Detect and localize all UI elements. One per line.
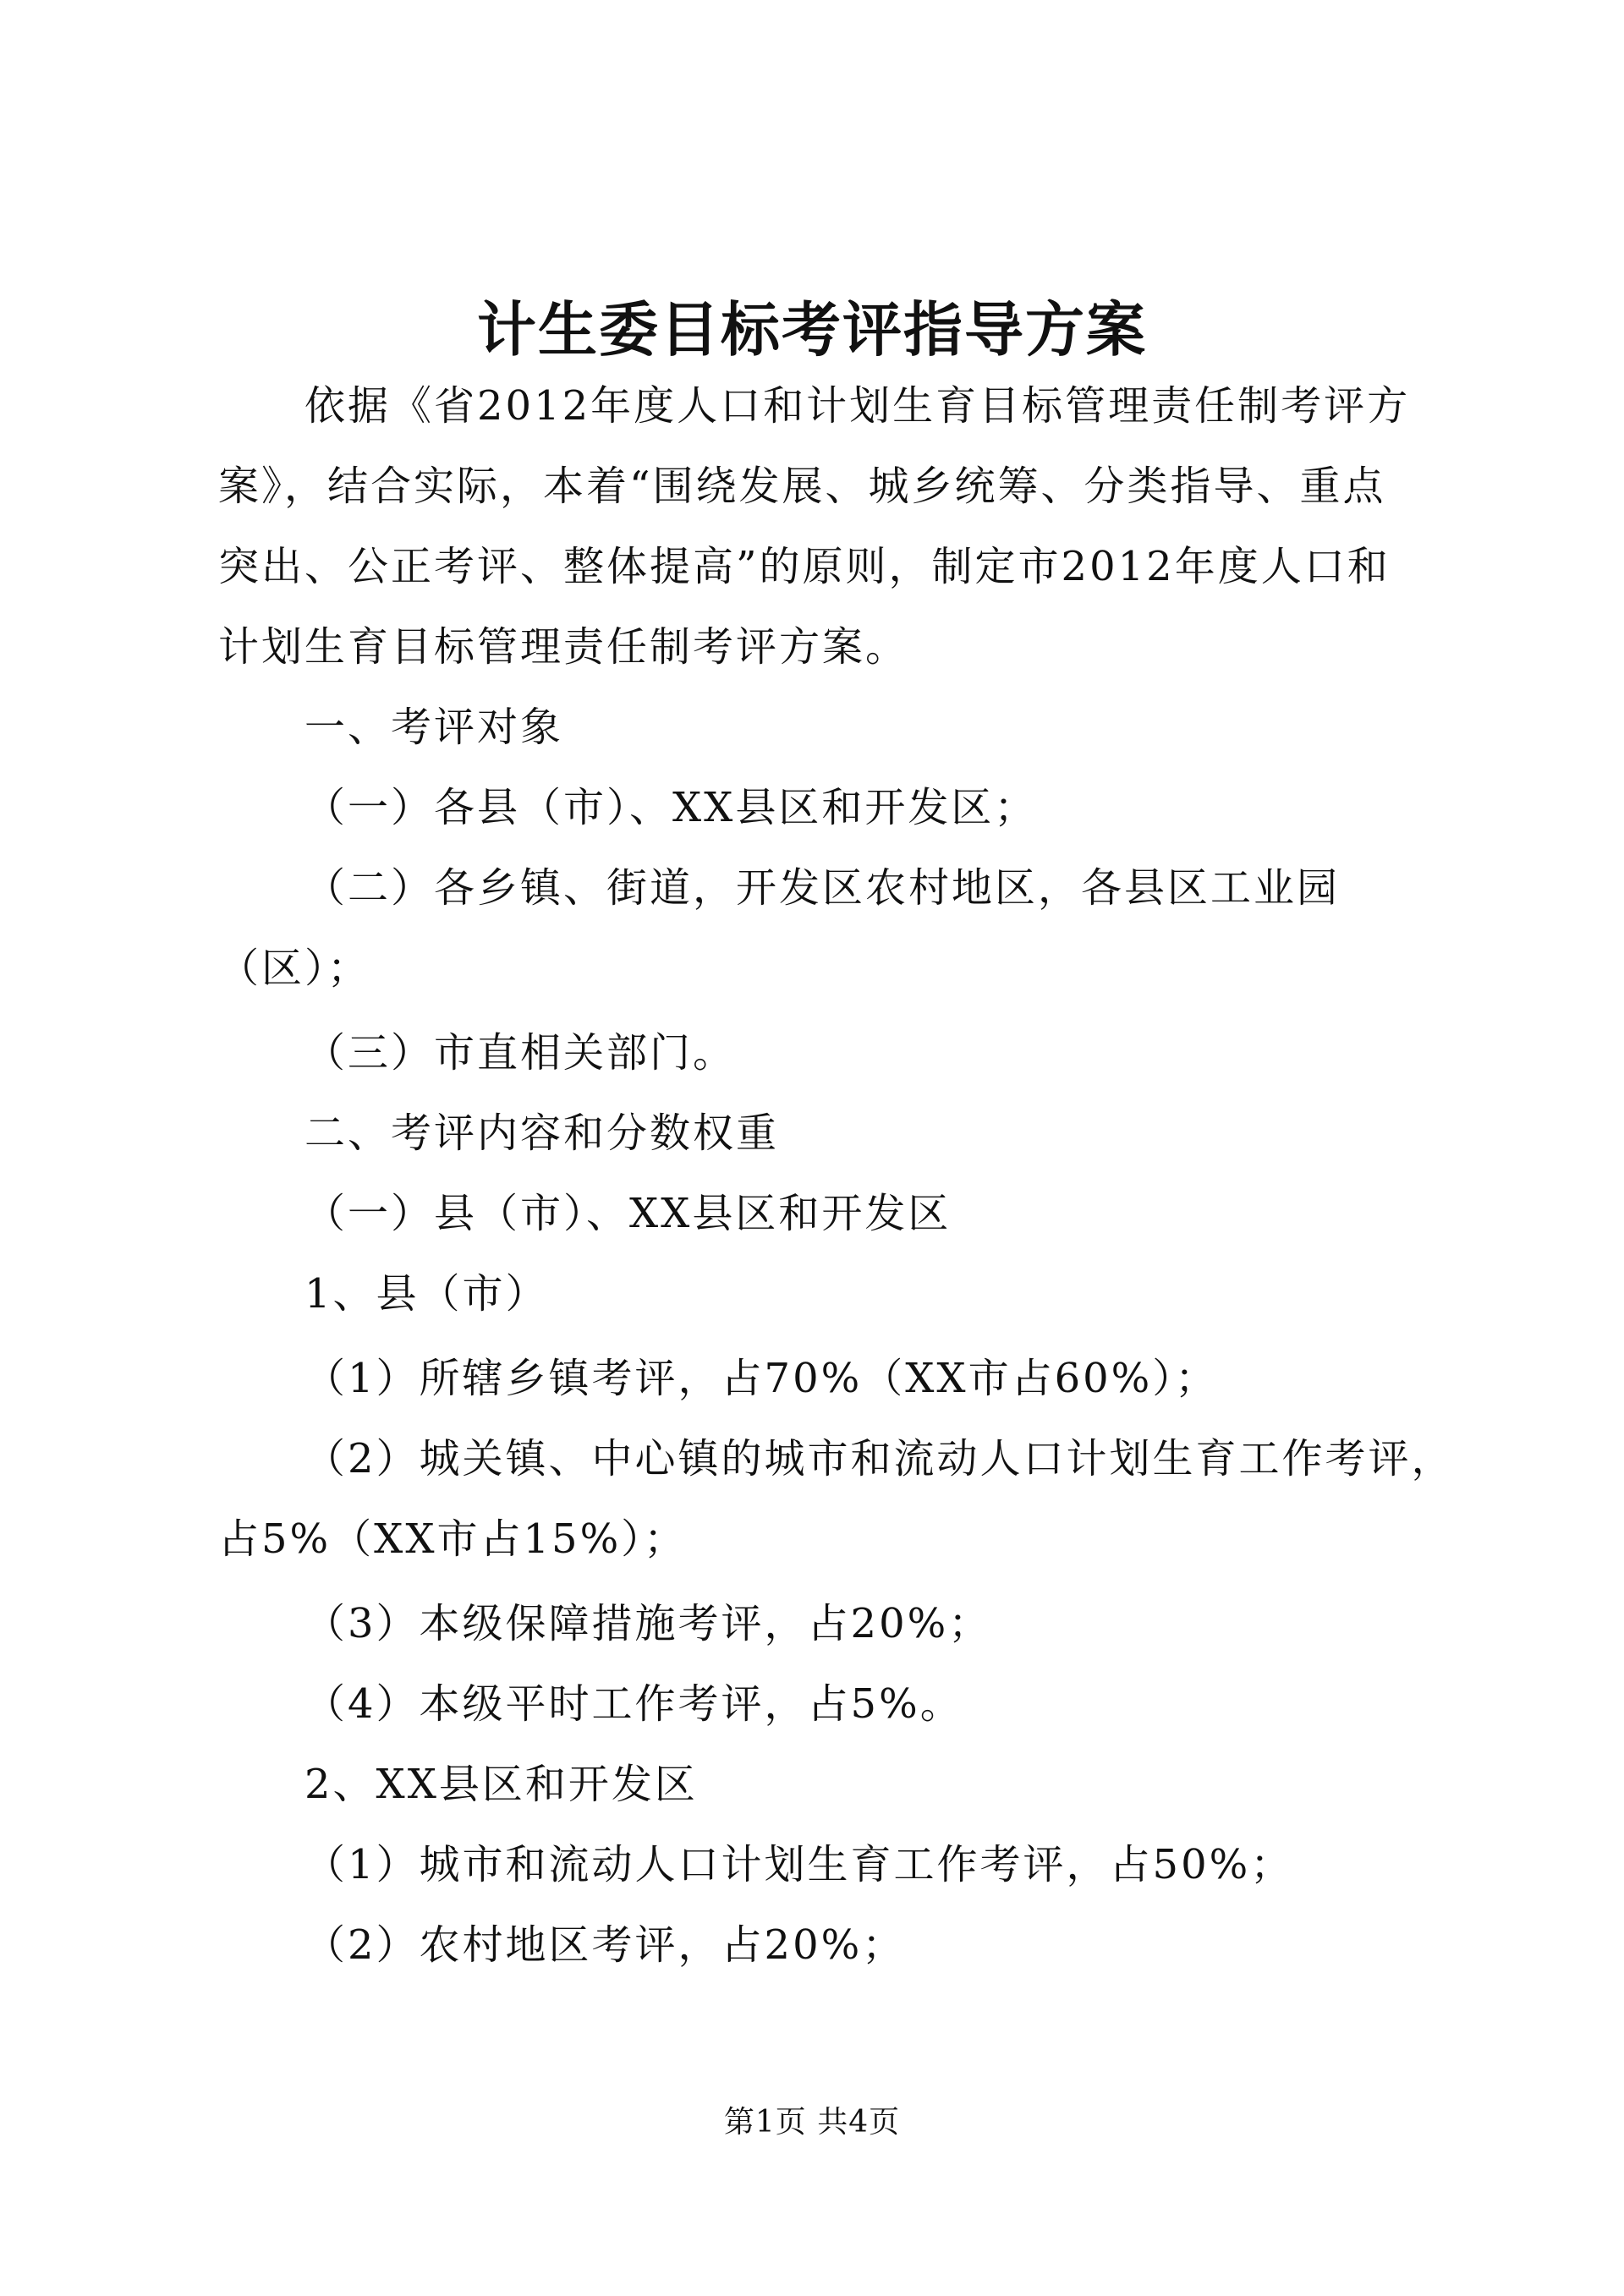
subsection-heading: （一）县（市）、XX县区和开发区 [304, 1190, 952, 1237]
document-title: 计生委目标考评指导方案 [477, 294, 1147, 364]
list-item: （4）本级平时工作考评，占5%。 [304, 1680, 963, 1728]
page-footer: 第1页 共4页 [723, 2105, 901, 2140]
list-item: （2）城关镇、中心镇的城市和流动人口计划生育工作考评， [304, 1435, 1455, 1482]
body-line: 计划生育目标管理责任制考评方案。 [218, 623, 909, 671]
section-heading: 一、考评对象 [304, 704, 564, 751]
list-item: （3）本级保障措施考评，占20%； [304, 1600, 992, 1647]
list-item: （三）市直相关部门。 [304, 1029, 737, 1077]
body-line: 依据《省2012年度人口和计划生育目标管理责任制考评方 [304, 382, 1411, 430]
body-line: 案》，结合实际，本着“围绕发展、城乡统筹、分类指导、重点 [218, 463, 1386, 510]
subsection-heading: 1、县（市） [304, 1270, 549, 1318]
list-item: （1）所辖乡镇考评，占70%（XX市占60%）； [304, 1355, 1219, 1402]
subsection-heading: 2、XX县区和开发区 [304, 1761, 698, 1808]
section-heading: 二、考评内容和分数权重 [304, 1110, 780, 1157]
list-item-continuation: 占5%（XX市占15%）； [218, 1515, 688, 1563]
list-item: （一）各县（市）、XX县区和开发区； [304, 784, 1038, 831]
list-item: （1）城市和流动人口计划生育工作考评，占50%； [304, 1841, 1294, 1888]
list-item: （二）各乡镇、街道，开发区农村地区，各县区工业园 [304, 864, 1341, 912]
list-item-continuation: （区）； [218, 945, 371, 992]
body-line: 突出、公正考评、整体提高”的原则，制定市2012年度人口和 [218, 543, 1391, 590]
list-item: （2）农村地区考评，占20%； [304, 1921, 906, 1969]
